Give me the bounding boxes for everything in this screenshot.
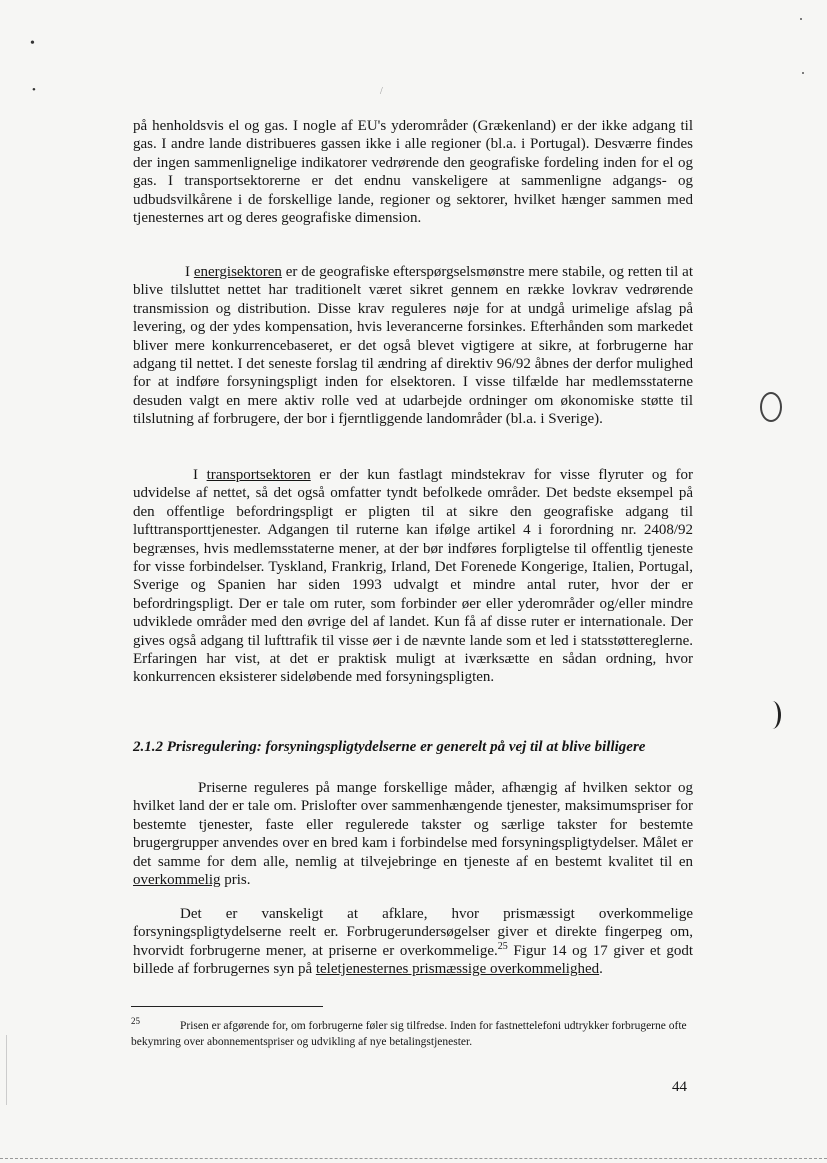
underlined-term-telecom: teletjenesternes prismæssige overkommelighed [315,961,600,978]
paragraph-transport [133,466,693,687]
page-number: 44 [672,1079,687,1095]
paragraph-text: er der kun fastlagt mindstekrav for visse flyruter og for udvidelse af nettet, så det også omfatter tyndt befolkede områder. Det bedste eksempel på den offentlige befordringspligt er pligten til at sikre den geografiske adgang til lufttransporttjenester. Adgangen til ruterne kan ifølge artikel 4 i forordning nr. 2408/92 begrænses, hvis medlemsstaterne mener, at der bør indføres forpligtelse til offentlig tjeneste for visse forbindelser. Tyskland, Frankrig, Irland, Det Forenede Kongerige, Italien, Portugal, Sverige og Spanien har siden 1993 udvalgt et mindre antal ruter, hvor der er befordringspligt. Der er tale om ruter, som forbinder øer eller yderområder og/eller mindre udviklede områder med den øvrige del af landet. Kun få af disse ruter er internationale. Der gives også adgang til lufttrafik til visse øer i de nævnte lande som et led i statsstøttereglerne. Erfaringen har vist, at det er praktisk muligt at iværksætte en sådan ordning, hvor konkurrencen eksisterer sideløbende med forsyningspligten. [133,467,693,686]
underlined-term-transport: transportsektoren [206,467,311,483]
scan-speck [802,72,804,74]
paragraph-text: I [193,467,207,483]
scan-edge-line [0,1158,827,1159]
paragraph-1 [133,117,693,227]
footnote-text: Prisen er afgørende for, om forbrugerne føler sig tilfredse. Inden for fastnettelefoni udtrykker forbrugerne ofte bekymring over abonnementspriser og udvikling af nye betalingstjenester. [131,1019,687,1048]
footnote-reference: 25 [497,940,508,952]
paragraph-affordability [133,905,693,979]
section-heading: 2.1.2 Prisregulering: forsyningspligtydelserne er generelt på vej til at blive billigere [133,739,646,755]
punch-hole-mark [760,392,782,422]
underlined-term-affordable: overkommelig [133,872,221,889]
footnote-number: 25 [131,1016,140,1026]
paragraph-price-regulation [133,779,693,889]
scan-edge-line [6,1035,7,1105]
paragraph-energy [133,263,693,429]
paragraph-text: . [599,961,603,978]
paragraph-text: Det er vanskeligt at afklare, hvor prismæssigt overkommelige forsyningspligtydelserne reelt er. Forbrugerundersøgelser giver et direkte fingerpeg om, hvorvidt forbrugerne mener, at priserne er overkommelige. [133,906,693,959]
underlined-term-energy: energisektoren [193,264,282,280]
footnote [131,1013,711,1050]
scan-speck: / [380,86,383,97]
paragraph-text: I [185,264,194,280]
paragraph-text: Figur 14 og 17 giver et godt billede af forbrugernes syn på [133,942,693,978]
scan-speck: • [30,36,35,51]
scan-speck [800,18,802,20]
paragraph-1-text: på henholdsvis el og gas. I nogle af EU's yderområder (Grækenland) er der ikke adgang til gas. I andre lande distribueres gassen ikke i alle regioner (bl.a. i Portugal). Desværre findes der ingen sammenlignelige indikatorer vedrørende den geografiske fordeling inden for el og gas. I transportsektorerne er det endnu vanskeligere at sammenligne adgangs- og udbudsvilkårene i de forskellige lande, regioner og sektorer, hvilket hænger sammen med tjenesternes art og deres geografiske dimension. [133,118,693,227]
paragraph-text: er de geografiske efterspørgselsmønstre mere stabile, og retten til at blive tilsluttet nettet har traditionelt været sikret gennem en række lovkrav vedrørende transmission og distribution. Disse krav reguleres nøje for at undgå urimelige afslag på levering, og der ydes kompensation, hvis leverancerne forsinkes. Efterhånden som markedet bliver mere konkurrencebaseret, er det også blevet vigtigere at sikre, at forbrugerne har adgang til nettet. I det seneste forslag til ændring af direktiv 96/92 åbnes der derfor mulighed for at indføre forsyningspligt inden for elsektoren. I visse tilfælde har medlemsstaterne desuden valgt en mere aktiv rolle ved at udarbejde ordninger om økonomiske støtte til tilslutning af forbrugere, der bor i fjerntliggende landområder (bl.a. i Sverige). [133,264,693,428]
punch-hole-mark [764,701,781,729]
footnote-divider [131,1006,323,1007]
paragraph-text: Priserne reguleres på mange forskellige måder, afhængig af hvilken sektor og hvilket land der er tale om. Prislofter over sammenhængende tjenester, maksimumspriser for bestemte tjenester, faste eller regulerede takster og særlige takster for bestemte brugergrupper anvendes over en bred kam i forbindelse med forsyningspligtydelser. Målet er det samme for dem alle, nemlig at tilvejebringe en tjeneste af en bestemt kvalitet til en [133,780,693,870]
scan-speck: • [32,84,36,96]
paragraph-text: pris. [220,872,251,889]
